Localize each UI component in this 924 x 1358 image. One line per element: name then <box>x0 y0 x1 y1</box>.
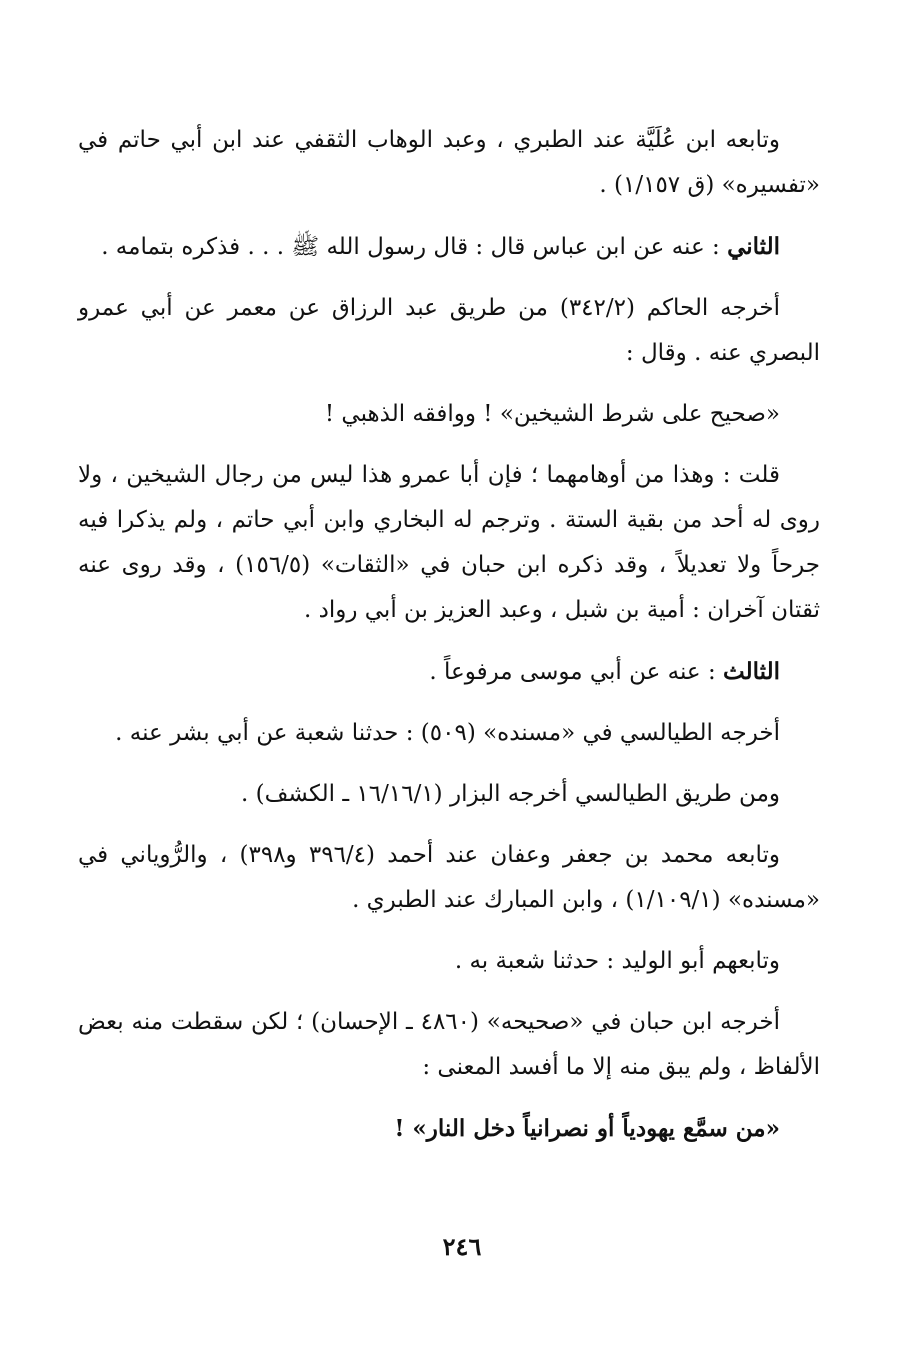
paragraph-6-text: : عنه عن أبي موسى مرفوعاً . <box>429 659 724 685</box>
paragraph-6 <box>78 649 820 695</box>
paragraph-2-text: : عنه عن ابن عباس قال : قال رسول الله ﷺ . . . فذكره بتمامه . <box>101 234 728 260</box>
paragraph-5: قلت : وهذا من أوهامهما ؛ فإن أبا عمرو هذا ليس من رجال الشيخين ، ولا روى له أحد من بقية الستة . وترجم له البخاري وابن أبي حاتم ، ولم يذكرا فيه جرحاً ولا تعديلاً ، وقد ذكره ابن حبان في «الثقات» (١٥٦/٥) ، وقد روى عنه ثقتان آخران : أمية بن شبل ، وعبد العزيز بن أبي رواد . <box>78 462 820 623</box>
paragraph-10: وتابعهم أبو الوليد : حدثنا شعبة به . <box>454 948 780 974</box>
paragraph-1: وتابعه ابن عُلَيَّة عند الطبري ، وعبد الوهاب الثقفي عند ابن أبي حاتم في «تفسيره» (ق ١/١٥٧) . <box>78 127 820 198</box>
page-body <box>78 118 820 1168</box>
paragraph-2 <box>78 224 820 270</box>
paragraph-9: وتابعه محمد بن جعفر وعفان عند أحمد (٣٩٦/٤ و٣٩٨) ، والرُّوياني في «مسنده» (١/١٠٩/١) ، وابن المبارك عند الطبري . <box>78 842 820 913</box>
paragraph-6-lead: الثالث <box>723 658 780 685</box>
paragraph-7: أخرجه الطيالسي في «مسنده» (٥٠٩) : حدثنا شعبة عن أبي بشر عنه . <box>115 720 780 746</box>
page-number: ٢٤٦ <box>442 1232 482 1261</box>
paragraph-12-quote <box>78 1106 820 1152</box>
paragraph-3: أخرجه الحاكم (٣٤٢/٢) من طريق عبد الرزاق عن معمر عن أبي عمرو البصري عنه . وقال : <box>78 295 820 366</box>
paragraph-8: ومن طريق الطيالسي أخرجه البزار (١٦/١٦/١ ـ الكشف) . <box>241 781 780 807</box>
paragraph-11: أخرجه ابن حبان في «صحيحه» (٤٨٦٠ ـ الإحسان) ؛ لكن سقطت منه بعض الألفاظ ، ولم يبق منه إلا ما أفسد المعنى : <box>78 1009 820 1080</box>
paragraph-2-lead: الثاني <box>727 233 780 260</box>
paragraph-4-quote: «صحيح على شرط الشيخين» ! ووافقه الذهبي ! <box>324 401 780 427</box>
hadith-quote: «من سمَّع يهودياً أو نصرانياً دخل النار» ! <box>394 1115 780 1142</box>
